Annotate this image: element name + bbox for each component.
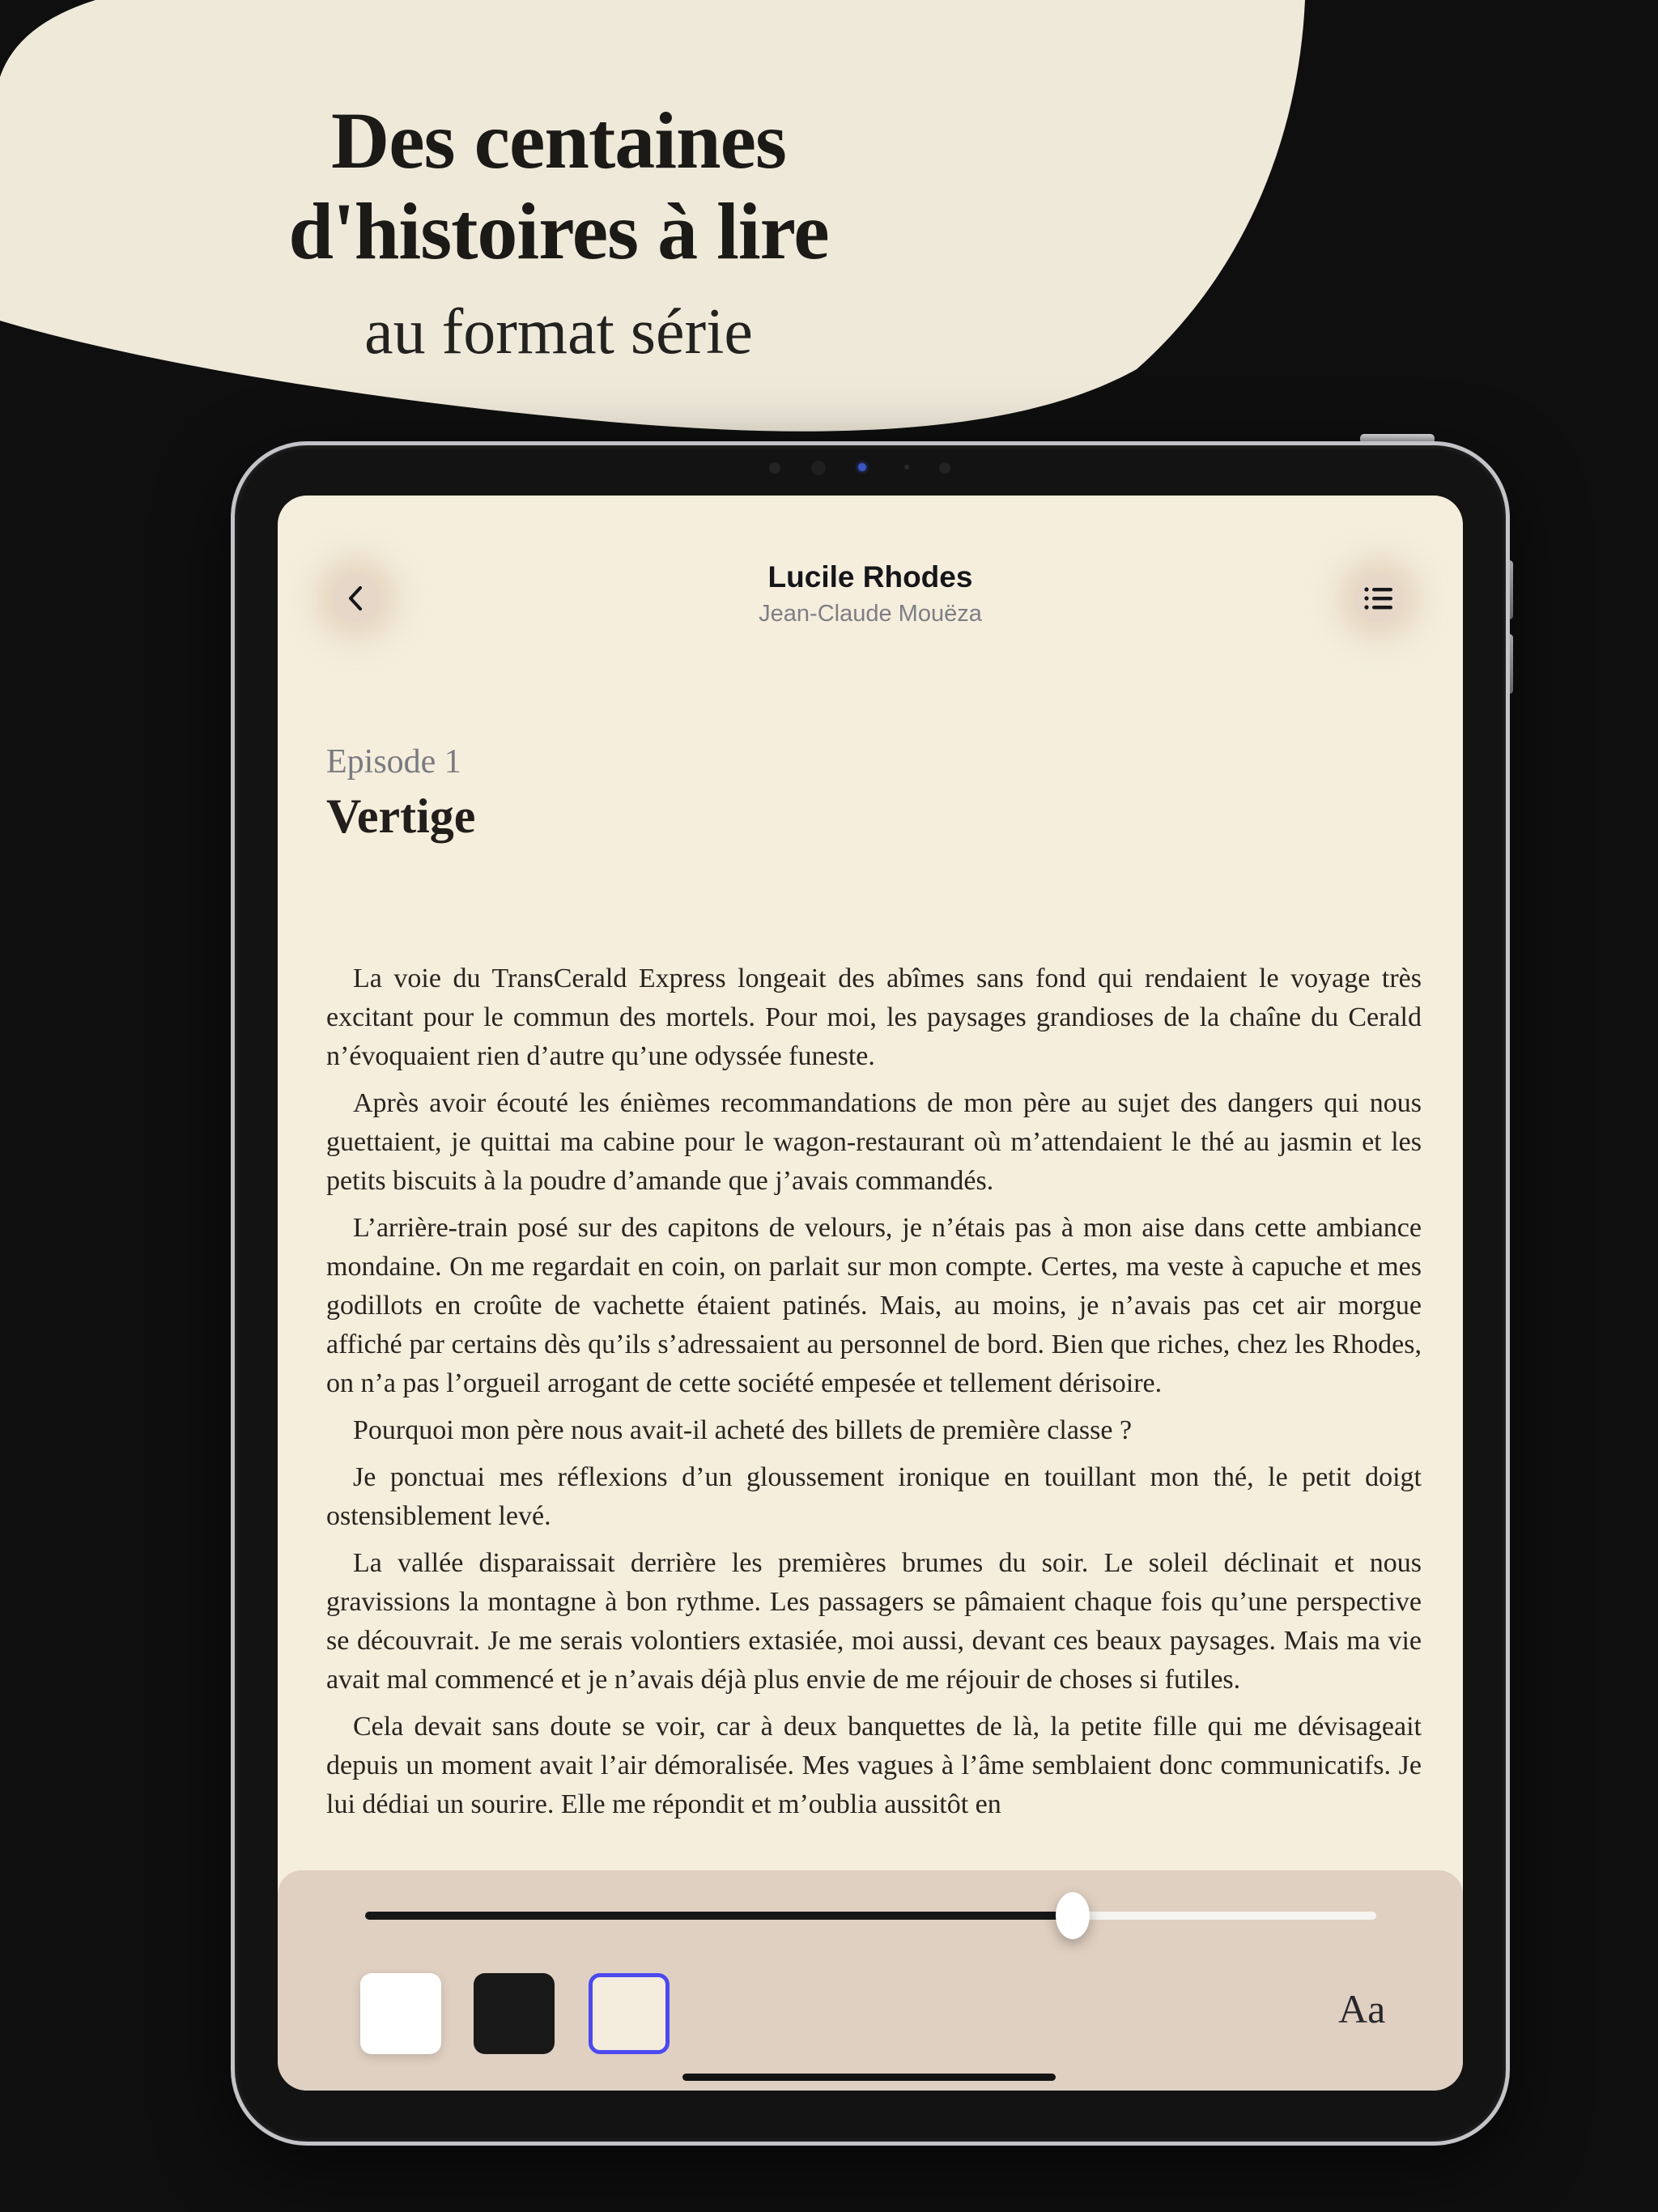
hero-subheading: au format série [364,296,753,368]
hero-heading-block [73,96,1044,368]
story-text [326,959,1422,1832]
theme-swatch-black[interactable] [474,1973,555,2054]
story-paragraph: La vallée disparaissait derrière les premières brumes du soir. Le soleil déclinait et nous gravissions la montagne à bon rythme. Les passagers se pâmaient chaque fois qu’une perspective se découvrait. Je me serais volontiers extasiée, moi aussi, devant ces beaux paysages. Mais ma vie avait mal commencé et je n’avais déjà plus envie de me réjouir de choses si futiles. [326,1548,1422,1695]
slider-thumb[interactable] [1056,1892,1090,1939]
story-paragraph: Cela devait sans doute se voir, car à deux banquettes de là, la petite fille qui me dévisageait depuis un moment avait l’air démoralisée. Mes vagues à l’âme semblaient donc communicatifs. Je lui dédiai un sourire. Elle me répondit et m’oublia aussitôt en [326,1712,1422,1819]
reader-screen [278,496,1463,2091]
theme-swatch-white[interactable] [360,1973,441,2054]
sensor-dot [939,462,950,474]
sensor-dot [769,462,780,474]
bulleted-list-icon [1364,585,1393,611]
front-camera-icon [811,461,826,475]
episode-label: Episode 1 [326,743,461,781]
story-paragraph: La voie du TransCerald Express longeait des abîmes sans fond qui rendaient le voyage très excitant pour le commun des mortels. Pour moi, les paysages grandioses de la chaîne du Cerald n’évoquaient rien d’autre qu’une odyssée funeste. [326,963,1422,1071]
book-title: Lucile Rhodes [767,560,973,593]
story-paragraph: Après avoir écouté les énièmes recommandations de mon père au sujet des dangers qui nous guettaient, je quittai ma cabine pour le wagon-restaurant où m’attendaient le thé au jasmin et les petits biscuits à la poudre d’amande que j’avais commandés. [326,1088,1422,1196]
hero-heading-line2: d'histoires à lire [288,186,829,276]
story-paragraph: Pourquoi mon père nous avait-il acheté des billets de première classe ? [353,1415,1133,1445]
story-paragraph: Je ponctuai mes réflexions d’un gloussement ironique en touillant mon thé, le petit doigt ostensiblement levé. [326,1462,1422,1531]
slider-track-rest [1073,1912,1376,1920]
story-paragraph: L’arrière-train posé sur des capitons de velours, je n’étais pas à mon aise dans cette ambiance mondaine. On me regardait en coin, on parlait sur mon compte. Certes, ma veste à capuche et mes godillots en croûte de vachette étaient patinés. Mais, au moins, je n’avais pas cet air morgue affiché par certains dès qu’ils s’adressaient au personnel de bord. Bien que riches, chez les Rhodes, on n’a pas l’orgueil arrogant de cette société empesée et tellement dérisoire. [326,1213,1422,1398]
camera-indicator-dot [858,463,866,471]
hero-heading-line1: Des centaines [331,96,786,185]
chapters-button[interactable] [1354,574,1403,623]
sensor-dot [904,465,909,470]
episode-title: Vertige [326,789,476,843]
font-size-slider[interactable] [365,1892,1376,1939]
home-indicator[interactable] [682,2074,1056,2081]
slider-track-filled [365,1912,1073,1920]
book-author: Jean-Claude Mouëza [759,601,982,627]
display-settings-panel [278,1870,1463,2091]
theme-swatch-cream-selected[interactable] [589,1973,670,2054]
font-size-label: Aa [1338,1986,1386,2031]
